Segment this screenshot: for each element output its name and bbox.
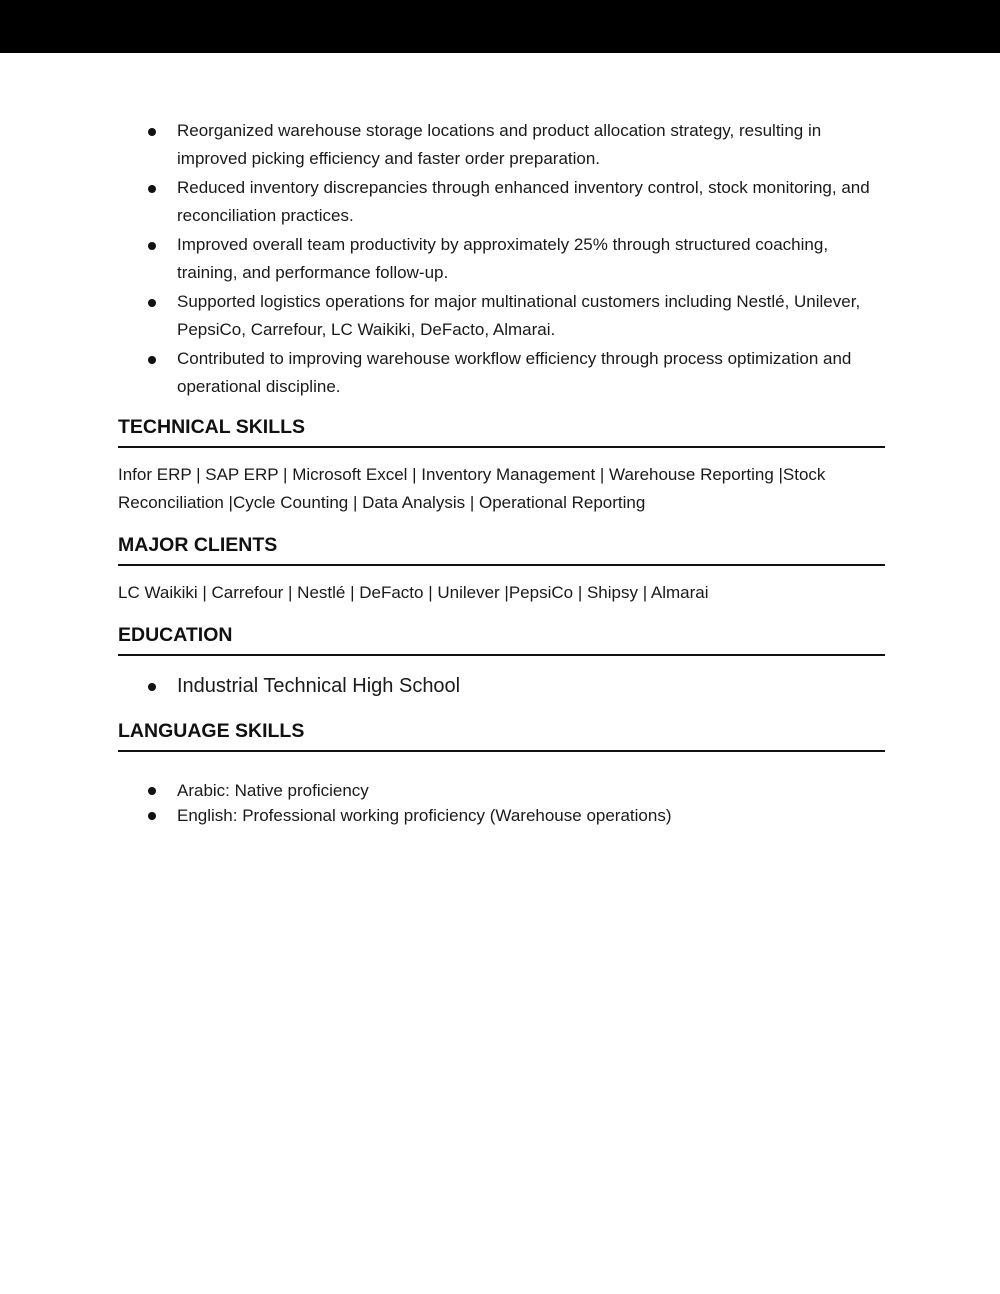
bullet-text: Improved overall team productivity by approximately 25% through structured coaching, training, and performance follow-up. xyxy=(177,235,829,282)
bullet-icon xyxy=(148,683,156,691)
bullet-text: Reduced inventory discrepancies through enhanced inventory control, stock monitoring, and reconciliation practices. xyxy=(177,178,870,225)
bullet-text: Supported logistics operations for major multinational customers including Nestlé, Unilever, PepsiCo, Carrefour, LC Waikiki, DeFacto, Almarai. xyxy=(177,292,861,339)
viewer-top-bar xyxy=(0,0,1000,53)
language-item: English: Professional working proficiency (Warehouse operations) xyxy=(177,806,672,825)
education-heading: EDUCATION xyxy=(118,622,885,656)
bullet-icon xyxy=(148,242,156,250)
technical-skills-heading: TECHNICAL SKILLS xyxy=(118,414,885,448)
language-skills-list xyxy=(0,778,1000,828)
list-item xyxy=(0,174,1000,230)
major-clients-text: LC Waikiki | Carrefour | Nestlé | DeFacto | Unilever |PepsiCo | Shipsy | Almarai xyxy=(118,583,709,602)
bullet-icon xyxy=(148,812,156,820)
technical-skills-text: Infor ERP | SAP ERP | Microsoft Excel | Inventory Management | Warehouse Reporting |Stock Reconciliation |Cycle Counting | Data Analysis | Operational Reporting xyxy=(118,465,826,512)
bullet-icon xyxy=(148,787,156,795)
major-clients-heading: MAJOR CLIENTS xyxy=(118,532,885,566)
list-item xyxy=(0,345,1000,401)
bullet-icon xyxy=(148,128,156,136)
list-item xyxy=(0,288,1000,344)
list-item xyxy=(0,117,1000,173)
experience-bullet-list xyxy=(0,117,1000,402)
list-item xyxy=(0,231,1000,287)
list-item xyxy=(0,803,1000,828)
language-item: Arabic: Native proficiency xyxy=(177,781,369,800)
bullet-text: Reorganized warehouse storage locations and product allocation strategy, resulting in improved picking efficiency and faster order preparation. xyxy=(177,121,822,168)
bullet-icon xyxy=(148,185,156,193)
list-item xyxy=(0,671,1000,701)
list-item xyxy=(0,778,1000,803)
resume-page xyxy=(0,53,1000,1294)
education-item: Industrial Technical High School xyxy=(177,675,461,697)
education-list xyxy=(0,671,1000,701)
bullet-icon xyxy=(148,299,156,307)
bullet-text: Contributed to improving warehouse workflow efficiency through process optimization and operational discipline. xyxy=(177,349,852,396)
bullet-icon xyxy=(148,356,156,364)
language-skills-heading: LANGUAGE SKILLS xyxy=(118,718,885,752)
